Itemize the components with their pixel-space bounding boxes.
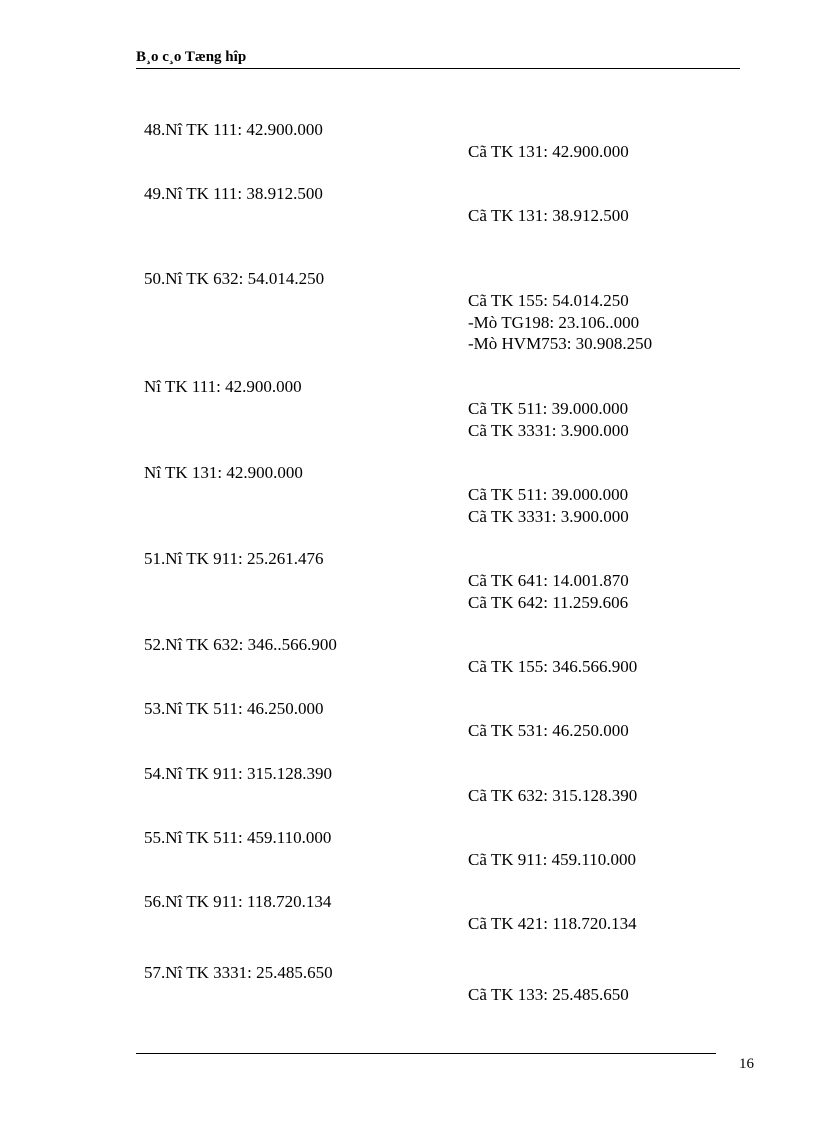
page-number: 16 <box>739 1056 754 1072</box>
credit-line: Cã TK 155: 54.014.250 <box>468 291 629 310</box>
debit-line: Nî TK 111: 42.900.000 <box>144 377 302 396</box>
credit-line: Cã TK 133: 25.485.650 <box>468 985 629 1004</box>
debit-line: Nî TK 131: 42.900.000 <box>144 463 303 482</box>
credit-line: Cã TK 3331: 3.900.000 <box>468 420 629 440</box>
credit-line: Cã TK 155: 346.566.900 <box>468 657 638 676</box>
credit-line: Cã TK 641: 14.001.870 <box>468 571 629 590</box>
page-header-title: B¸o c¸o Tæng hîp <box>136 49 247 65</box>
debit-line: 57.Nî TK 3331: 25.485.650 <box>144 963 333 982</box>
credit-lines <box>468 785 637 807</box>
credit-lines <box>468 484 629 527</box>
credit-lines <box>468 849 636 871</box>
credit-line: Cã TK 131: 38.912.500 <box>468 206 629 225</box>
debit-line: 54.Nî TK 911: 315.128.390 <box>144 764 332 783</box>
credit-lines <box>468 656 637 678</box>
credit-line: Cã TK 531: 46.250.000 <box>468 721 629 740</box>
debit-line: 53.Nî TK 511: 46.250.000 <box>144 699 324 718</box>
credit-line: -Mò HVM753: 30.908.250 <box>468 334 653 353</box>
credit-line: Cã TK 3331: 3.900.000 <box>468 506 629 526</box>
credit-lines <box>468 141 629 163</box>
credit-line: Cã TK 642: 11.259.606 <box>468 592 629 612</box>
debit-line: 51.Nî TK 911: 25.261.476 <box>144 549 324 568</box>
credit-line: Cã TK 131: 42.900.000 <box>468 142 629 161</box>
debit-line: 49.Nî TK 111: 38.912.500 <box>144 184 323 203</box>
credit-lines <box>468 984 629 1006</box>
debit-line: 55.Nî TK 511: 459.110.000 <box>144 828 332 847</box>
credit-lines <box>468 398 629 441</box>
header-divider <box>136 68 740 69</box>
credit-line: Cã TK 632: 315.128.390 <box>468 786 638 805</box>
debit-line: 50.Nî TK 632: 54.014.250 <box>144 269 325 288</box>
credit-line: -Mò TG198: 23.106..000 <box>468 312 640 332</box>
credit-line: Cã TK 511: 39.000.000 <box>468 399 629 418</box>
credit-lines <box>468 205 629 227</box>
footer-divider <box>136 1053 716 1054</box>
credit-line: Cã TK 421: 118.720.134 <box>468 914 637 933</box>
credit-line: Cã TK 911: 459.110.000 <box>468 850 636 869</box>
debit-line: 56.Nî TK 911: 118.720.134 <box>144 892 332 911</box>
debit-line: 52.Nî TK 632: 346..566.900 <box>144 635 337 654</box>
credit-lines <box>468 720 629 742</box>
credit-lines <box>468 913 637 935</box>
debit-line: 48.Nî TK 111: 42.900.000 <box>144 120 323 139</box>
credit-lines <box>468 290 652 355</box>
credit-line: Cã TK 511: 39.000.000 <box>468 485 629 504</box>
credit-lines <box>468 570 629 613</box>
